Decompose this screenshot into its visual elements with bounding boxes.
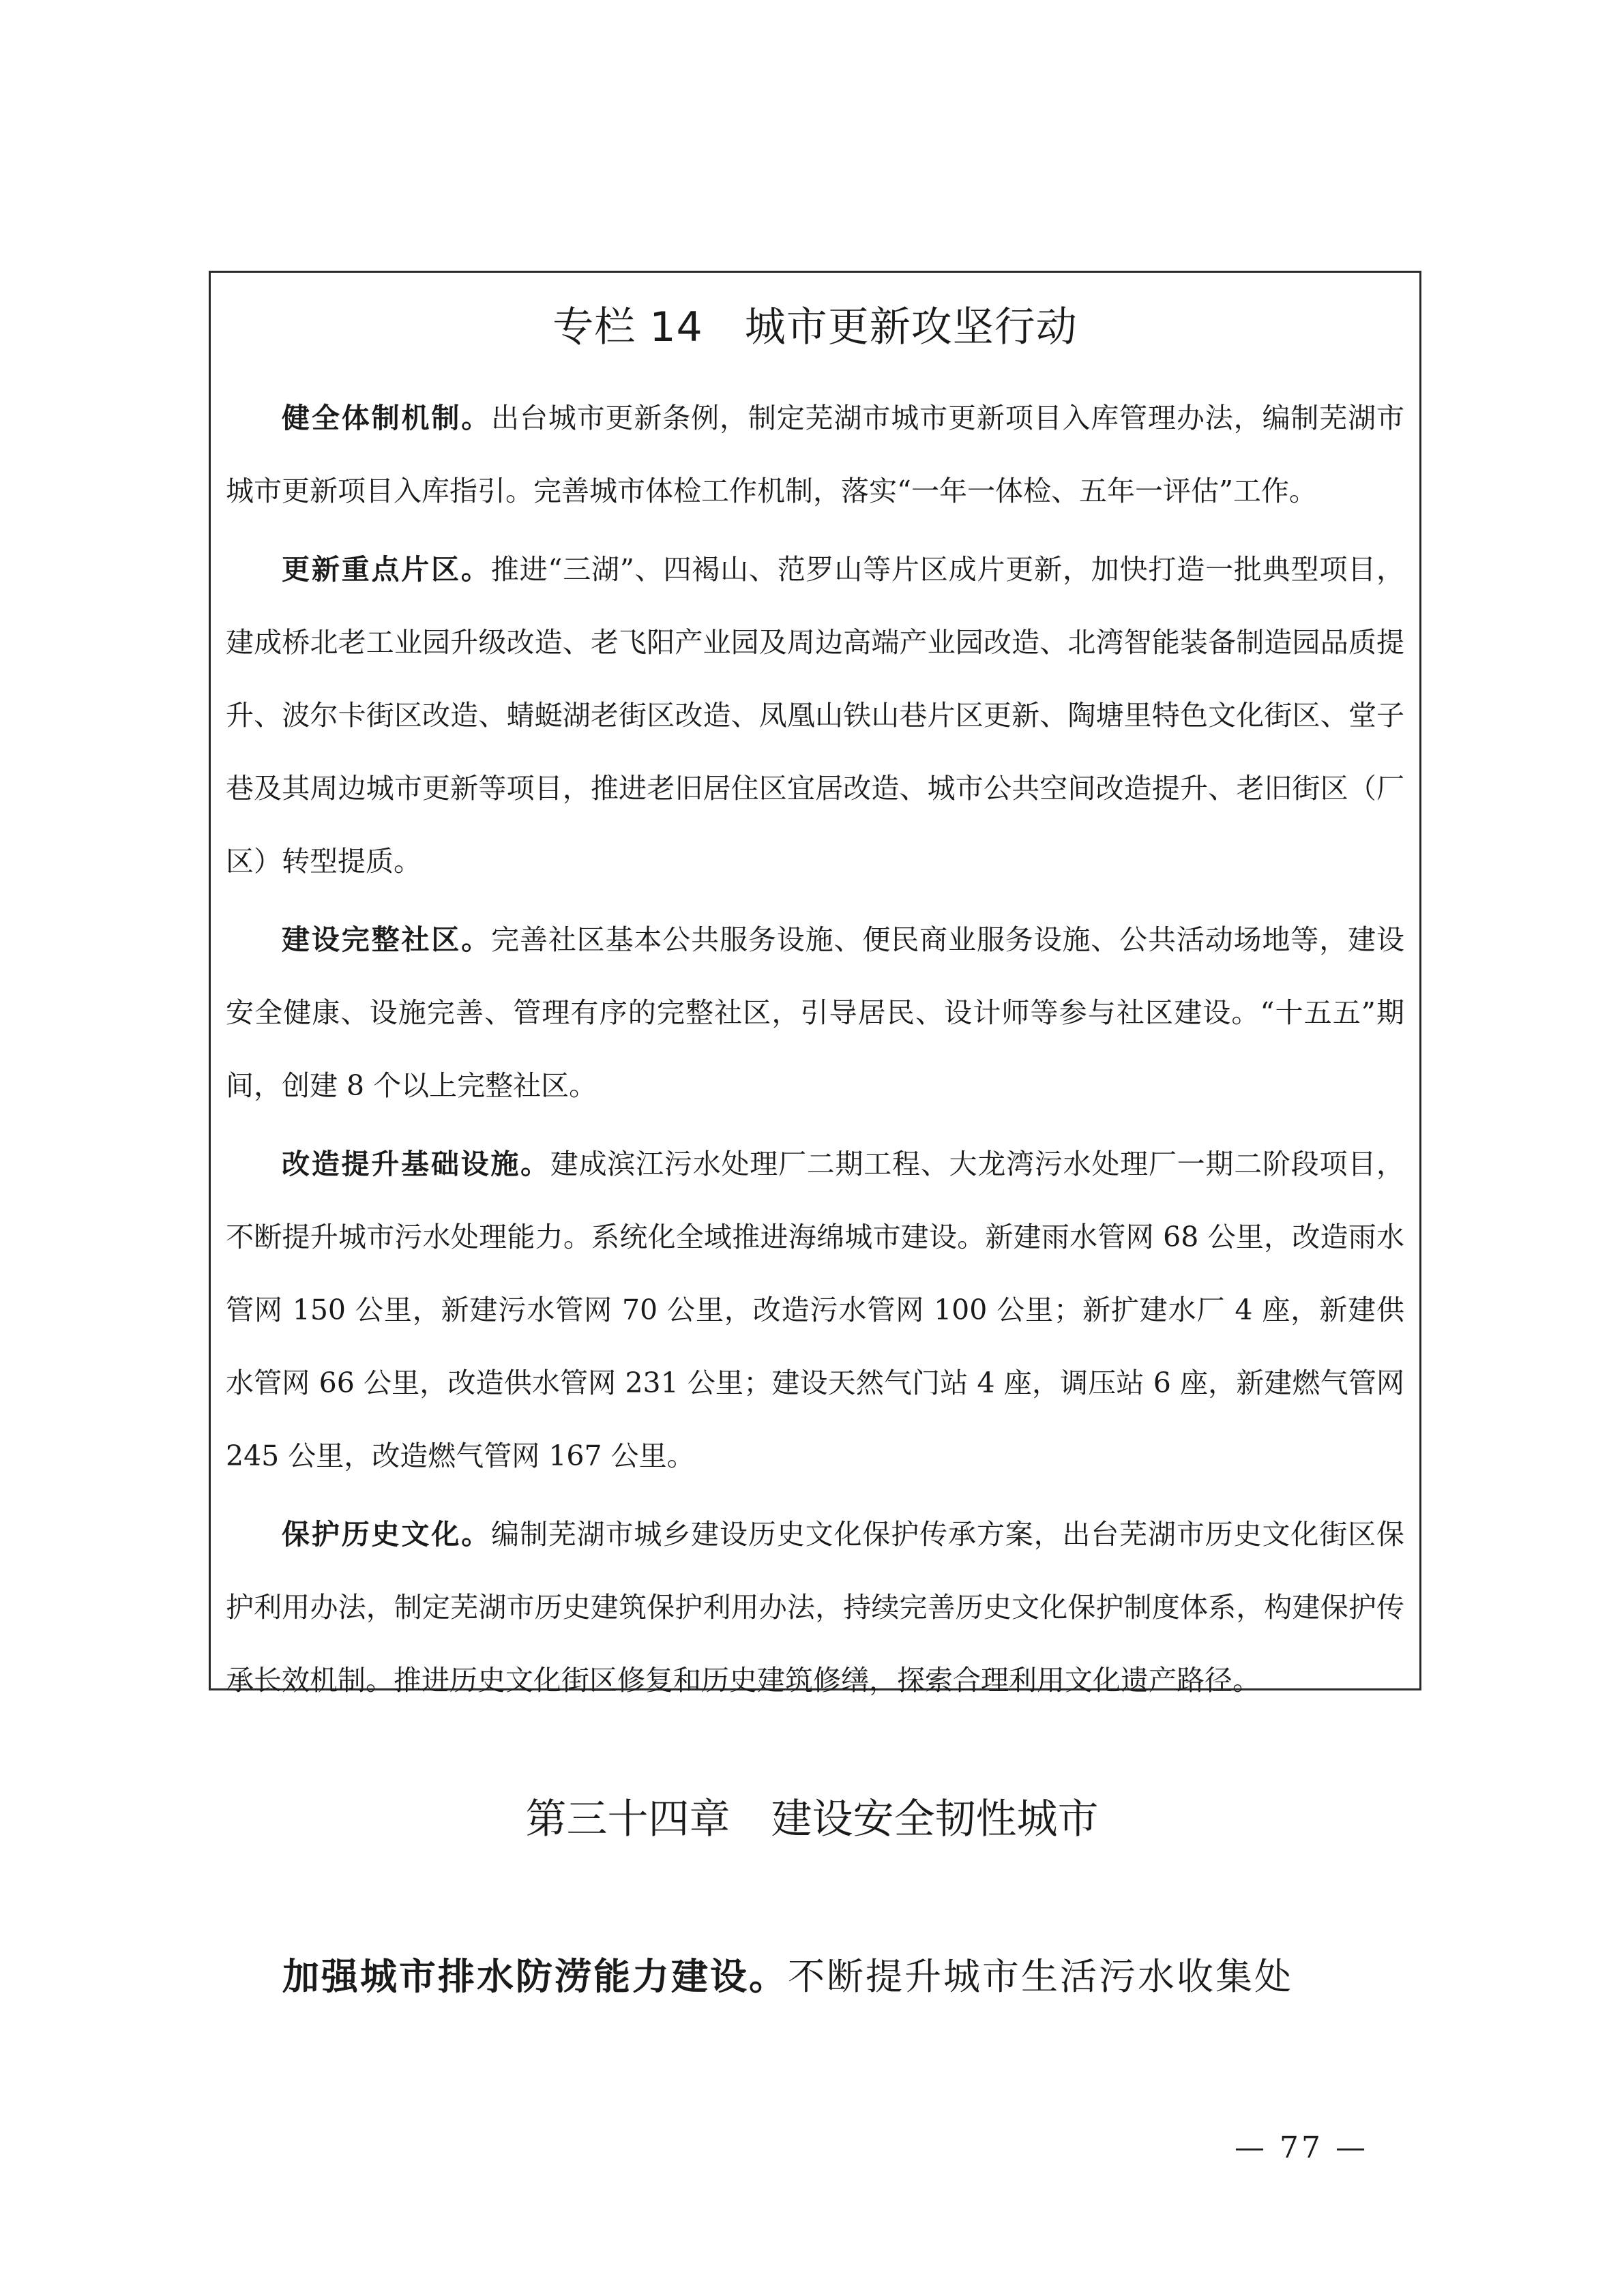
page-number: — 77 — <box>1235 2130 1368 2165</box>
feature-box <box>209 271 1421 1697</box>
paragraph-lead: 改造提升基础设施。 <box>282 1148 550 1180</box>
paragraph-key-areas <box>226 533 1404 898</box>
paragraph-text: 出台城市更新条例，制定芜湖市城市更新项目入库管理办法，编制芜湖市城市更新项目入库指引。完善城市体检工作机制，落实“一年一体检、五年一评估”工作。 <box>226 402 1404 507</box>
main-paragraph-text: 不断提升城市生活污水收集处 <box>788 1955 1293 1998</box>
paragraph-lead: 更新重点片区。 <box>282 553 491 586</box>
paragraph-lead: 健全体制机制。 <box>282 402 492 434</box>
paragraph-institutions <box>226 382 1404 528</box>
main-paragraph <box>209 1949 1421 2004</box>
paragraph-text: 建成滨江污水处理厂二期工程、大龙湾污水处理厂一期二阶段项目，不断提升城市污水处理能力。系统化全域推进海绵城市建设。新建雨水管网 68 公里，改造雨水管网 150 公里，新建污水管网 70 公里，改造污水管网 100 公里；新扩建水厂 4 座，新建供水管网 66 公里，改造供水管网 231 公里；建设天然气门站 4 座，调压站 6 座，新建燃气管网 245 公里，改造燃气管网 167 公里。 <box>226 1148 1405 1472</box>
paragraph-text: 推进“三湖”、四褐山、范罗山等片区成片更新，加快打造一批典型项目，建成桥北老工业园升级改造、老飞阳产业园及周边高端产业园改造、北湾智能装备制造园品质提升、波尔卡街区改造、蜻蜓湖老街区改造、凤凰山铁山巷片区更新、陶塘里特色文化街区、堂子巷及其周边城市更新等项目，推进老旧居住区宜居改造、城市公共空间改造提升、老旧街区（厂区）转型提质。 <box>226 553 1405 878</box>
paragraph-text: 完善社区基本公共服务设施、便民商业服务设施、公共活动场地等，建设安全健康、设施完善、管理有序的完整社区，引导居民、设计师等参与社区建设。“十五五”期间，创建 8 个以上完整社区。 <box>226 923 1404 1102</box>
paragraph-lead: 建设完整社区。 <box>282 923 492 956</box>
chapter-title: 第三十四章 建设安全韧性城市 <box>525 1795 1099 1843</box>
main-paragraph-lead: 加强城市排水防涝能力建设。 <box>282 1954 788 1998</box>
paragraph-infrastructure <box>226 1128 1404 1493</box>
paragraph-lead: 保护历史文化。 <box>282 1518 492 1551</box>
paragraph-communities <box>226 904 1404 1122</box>
feature-box-body <box>226 382 1404 1717</box>
feature-box-title: 专栏 14 城市更新攻坚行动 <box>552 303 1078 351</box>
paragraph-heritage <box>226 1498 1404 1717</box>
paragraph-text: 编制芜湖市城乡建设历史文化保护传承方案，出台芜湖市历史文化街区保护利用办法，制定芜湖市历史建筑保护利用办法，持续完善历史文化保护制度体系，构建保护传承长效机制。推进历史文化街区修复和历史建筑修缮，探索合理利用文化遗产路径。 <box>226 1518 1404 1697</box>
